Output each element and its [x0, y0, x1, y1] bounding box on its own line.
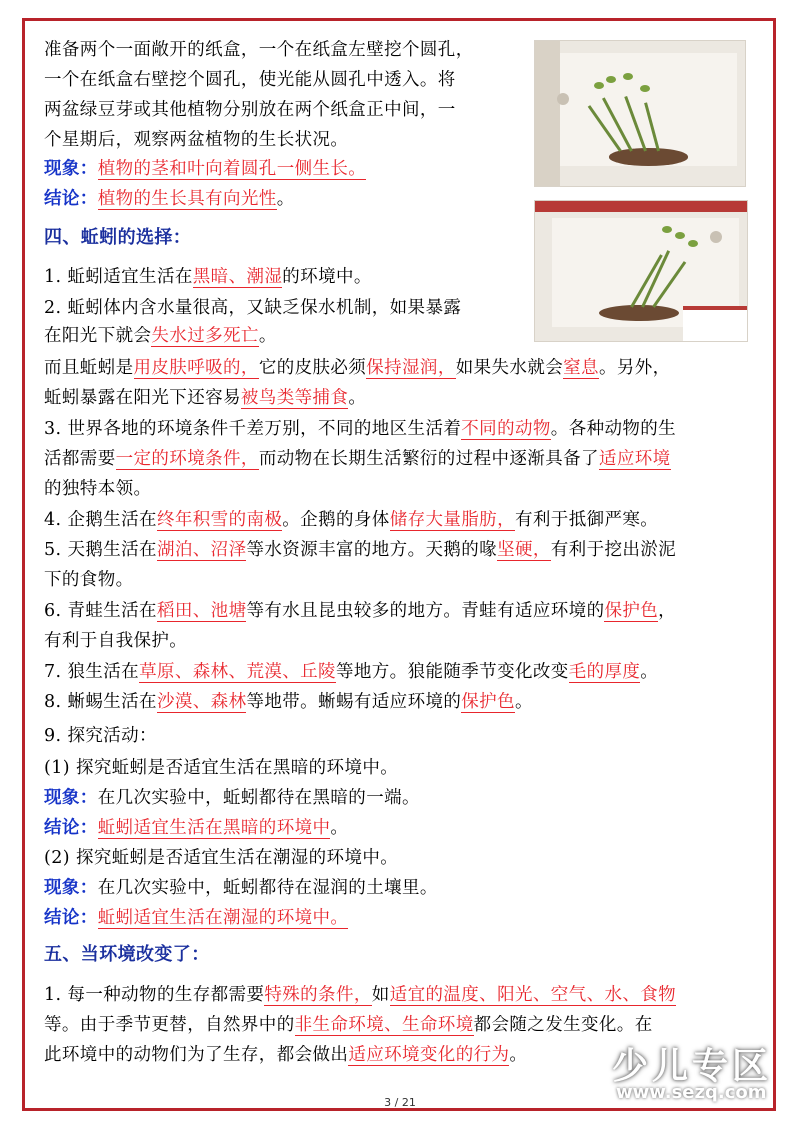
s4-item-6-line1: 6. 青蛙生活在稻田、池塘等有水且昆虫较多的地方。青蛙有适应环境的保护色，	[44, 601, 677, 621]
s4-item-3-line2: 活都需要一定的环境条件，而动物在长期生活繁衍的过程中逐渐具备了适应环境	[44, 449, 671, 469]
experiment-1-conclusion: 结论：蚯蚓适宜生活在黑暗的环境中。	[44, 818, 349, 838]
section4-heading: 四、蚯蚓的选择：	[44, 227, 192, 248]
intro-line-1: 准备两个一面敞开的纸盒，一个在纸盒左壁挖个圆孔，	[44, 40, 474, 60]
s4-item-9: 9. 探究活动：	[44, 726, 157, 746]
watermark-url: www.sezq.com	[616, 1082, 767, 1103]
experiment-2-title: (2) 探究蚯蚓是否适宜生活在潮湿的环境中。	[44, 848, 399, 868]
s4-para-3-line2: 蚯蚓暴露在阳光下还容易被鸟类等捕食。	[44, 388, 367, 408]
intro-line-4: 个星期后，观察两盆植物的生长状况。	[44, 130, 349, 150]
s4-item-4: 4. 企鹅生活在终年积雪的南极。企鹅的身体储存大量脂肪，有利于抵御严寒。	[44, 510, 659, 530]
s4-item-1: 1. 蚯蚓适宜生活在黑暗、潮湿的环境中。	[44, 267, 372, 287]
intro-line-3: 两盆绿豆芽或其他植物分别放在两个纸盒正中间，一	[44, 100, 456, 120]
s4-item-3-line3: 的独特本领。	[44, 479, 152, 499]
experiment-2-conclusion: 结论：蚯蚓适宜生活在潮湿的环境中。	[44, 908, 349, 928]
intro-line-2: 一个在纸盒右壁挖个圆孔，使光能从圆孔中透入。将	[44, 70, 456, 90]
s5-item-1-line1: 1. 每一种动物的生存都需要特殊的条件，如适宜的温度、阳光、空气、水、食物	[44, 985, 677, 1005]
page-number: 3 / 21	[384, 1096, 416, 1109]
experiment-1-title: (1) 探究蚯蚓是否适宜生活在黑暗的环境中。	[44, 758, 399, 778]
s4-para-3-line1: 而且蚯蚓是用皮肤呼吸的，它的皮肤必须保持湿润，如果失水就会窒息。另外，	[44, 358, 671, 378]
s4-item-2-line2: 在阳光下就会失水过多死亡。	[44, 326, 277, 346]
s4-item-2-line1: 2. 蚯蚓体内含水量很高，又缺乏保水机制，如果暴露	[44, 298, 462, 318]
plant-box-photo-left-hole	[534, 40, 746, 187]
plant-box-photo-right-hole	[534, 200, 748, 342]
experiment-1-phenomenon: 现象：在几次实验中，蚯蚓都待在黑暗的一端。	[44, 788, 420, 808]
watermark-logo: 少儿专区	[612, 1046, 773, 1087]
s4-item-7: 7. 狼生活在草原、森林、荒漠、丘陵等地方。狼能随季节变化改变毛的厚度。	[44, 662, 659, 682]
intro-phenomenon: 现象：植物的茎和叶向着圆孔一侧生长。	[44, 159, 367, 179]
intro-conclusion: 结论：植物的生长具有向光性。	[44, 189, 295, 209]
s4-item-8: 8. 蜥蜴生活在沙漠、森林等地带。蜥蜴有适应环境的保护色。	[44, 692, 533, 712]
section5-heading: 五、当环境改变了：	[44, 944, 210, 965]
s5-item-1-line3: 此环境中的动物们为了生存，都会做出适应环境变化的行为。	[44, 1045, 528, 1065]
s5-item-1-line2: 等。由于季节更替，自然界中的非生命环境、生命环境都会随之发生变化。在	[44, 1015, 653, 1035]
s4-item-5-line1: 5. 天鹅生活在湖泊、沼泽等水资源丰富的地方。天鹅的喙坚硬，有利于挖出淤泥	[44, 540, 677, 560]
s4-item-5-line2: 下的食物。	[44, 570, 134, 590]
s4-item-3-line1: 3. 世界各地的环境条件千差万别，不同的地区生活着不同的动物。各种动物的生	[44, 419, 677, 439]
s4-item-6-line2: 有利于自我保护。	[44, 631, 188, 651]
experiment-2-phenomenon: 现象：在几次实验中，蚯蚓都待在湿润的土壤里。	[44, 878, 438, 898]
